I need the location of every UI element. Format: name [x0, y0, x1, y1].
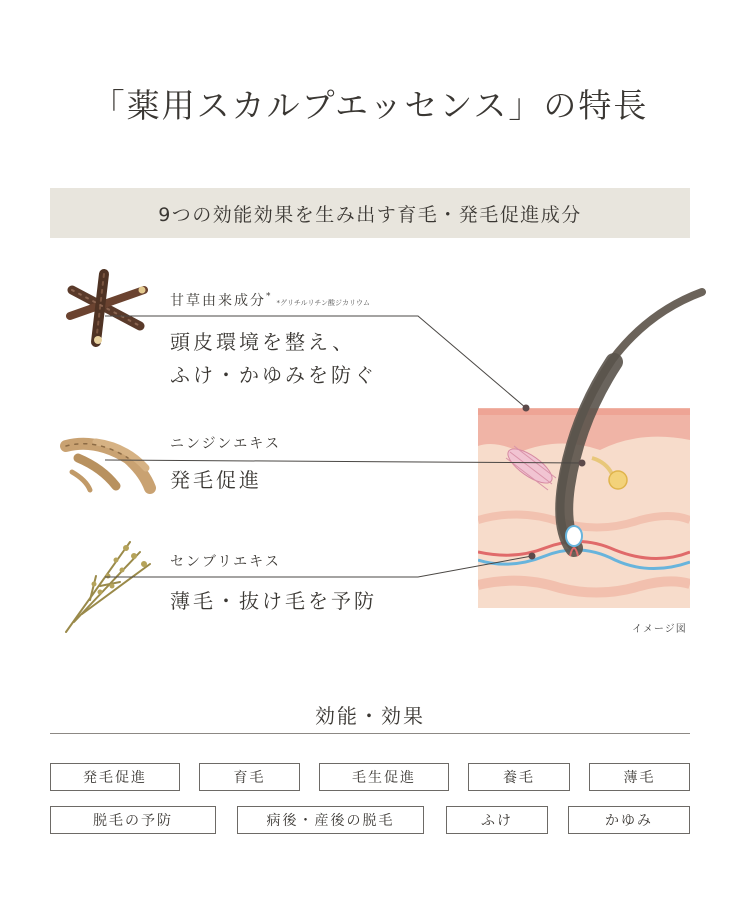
effect-tag-label: かゆみ	[605, 813, 653, 829]
effect-tag	[50, 763, 180, 791]
effect-tag	[568, 806, 690, 834]
effect-tag	[589, 763, 690, 791]
effect-tag	[468, 763, 570, 791]
ingredient-1-name-mark: *	[266, 291, 271, 302]
effect-tag	[319, 763, 449, 791]
ingredient-1-benefit-line-2: ふけ・かゆみを防ぐ	[170, 363, 377, 387]
effect-tag-label: 発毛促進	[83, 770, 147, 786]
effect-tag-label: 病後・産後の脱毛	[266, 813, 395, 829]
ingredient-2-benefit-line-1: 発毛促進	[170, 468, 262, 492]
effect-tag-label: ふけ	[481, 813, 513, 829]
banner-text: 9つの効能効果を生み出す育毛・発毛促進成分	[158, 203, 582, 226]
effect-tag-label: 薄毛	[623, 770, 656, 786]
ingredient-1-benefit-line-1: 頭皮環境を整え、	[170, 330, 356, 354]
ingredient-1-name: 甘草由来成分	[170, 293, 266, 309]
effect-tag	[50, 806, 216, 834]
effect-tag-label: 脱毛の予防	[93, 813, 173, 829]
ingredient-3-benefit-line-1: 薄毛・抜け毛を予防	[170, 589, 377, 613]
page-title: 「薬用スカルプエッセンス」の特長	[91, 86, 649, 125]
effect-tag	[199, 763, 300, 791]
effect-tag-label: 毛生促進	[352, 770, 416, 786]
effect-tag-label: 養毛	[503, 770, 535, 786]
ingredient-3-name: センブリエキス	[170, 554, 281, 570]
effects-heading: 効能・効果	[315, 704, 425, 728]
image-caption: イメージ図	[632, 624, 687, 635]
effect-tag-label: 育毛	[233, 770, 266, 786]
ingredient-2-name: ニンジンエキス	[170, 436, 282, 452]
effect-tag	[446, 806, 548, 834]
effect-tag	[237, 806, 424, 834]
effects-divider	[50, 733, 690, 734]
ingredient-1-note: *グリチルリチン酸ジカリウム	[276, 299, 370, 307]
